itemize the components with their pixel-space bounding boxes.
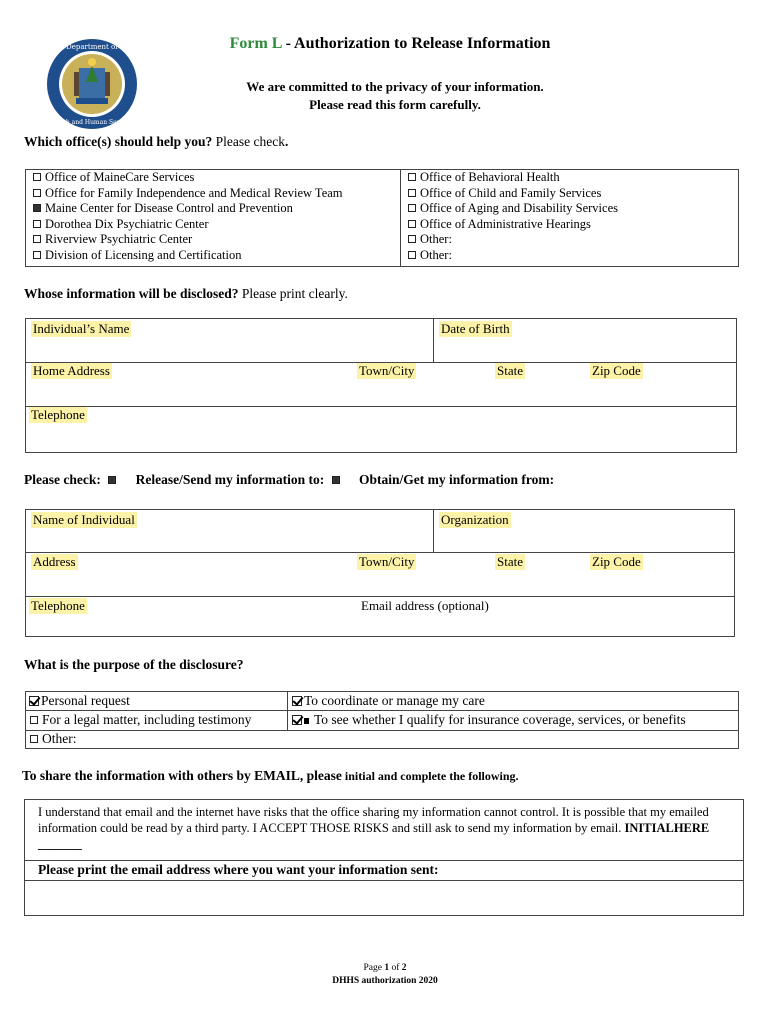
email-address-input[interactable] xyxy=(26,882,742,914)
legal-matter-checkbox[interactable] xyxy=(30,716,38,724)
release-send-checkbox[interactable] xyxy=(108,476,116,484)
form-title-text: - Authorization to Release Information xyxy=(281,35,551,52)
recipient-zip-field[interactable]: Zip Code xyxy=(592,554,641,569)
office-option[interactable] xyxy=(33,217,343,233)
office-label: Other: xyxy=(420,232,452,247)
office-checkbox[interactable] xyxy=(408,251,416,259)
purpose-legal[interactable]: For a legal matter, including testimony xyxy=(30,711,251,729)
recipient-info-box xyxy=(25,509,735,637)
office-checkbox[interactable] xyxy=(408,220,416,228)
personal-request-checkbox[interactable] xyxy=(29,696,39,706)
email-risk-statement: I understand that email and the internet have risks that the office sharing my information cannot control. It is possible that my emailed information could be read by a third party. I ACCEPT THOSE RISKS and still ask to send my information by email. INITIALHERE _______ xyxy=(38,805,710,851)
office-option[interactable] xyxy=(33,248,343,264)
organization-field[interactable]: Organization xyxy=(441,512,509,527)
zip-code-field[interactable]: Zip Code xyxy=(592,363,641,378)
disclosed-question: Whose information will be disclosed? Please print clearly. xyxy=(24,286,348,301)
office-label: Other: xyxy=(420,247,452,262)
telephone-field[interactable]: Telephone xyxy=(31,407,85,422)
office-checkbox[interactable] xyxy=(33,173,41,181)
office-option[interactable] xyxy=(408,170,618,186)
recipient-town-field[interactable]: Town/City xyxy=(359,554,415,569)
town-city-field[interactable]: Town/City xyxy=(359,363,415,378)
office-label: Division of Licensing and Certification xyxy=(45,247,242,262)
office-label: Office of Behavioral Health xyxy=(420,170,560,184)
office-option[interactable] xyxy=(408,232,618,248)
recipient-email-field[interactable]: Email address (optional) xyxy=(361,598,489,613)
insurance-checkbox[interactable] xyxy=(292,715,302,725)
office-label: Dorothea Dix Psychiatric Center xyxy=(45,216,209,231)
office-option[interactable] xyxy=(408,217,618,233)
form-prefix: Form L xyxy=(229,35,282,52)
office-label: Office of Aging and Disability Services xyxy=(420,201,618,216)
home-address-field[interactable]: Home Address xyxy=(33,363,110,378)
purpose-coordinate[interactable]: To coordinate or manage my care xyxy=(292,692,485,710)
page-number: Page 1 of 2 xyxy=(363,963,407,973)
obtain-get-checkbox[interactable] xyxy=(332,476,340,484)
purpose-personal[interactable]: Personal request xyxy=(29,692,130,710)
office-option[interactable] xyxy=(33,232,343,248)
dhhs-seal-logo xyxy=(46,38,138,130)
read-carefully-line: Please read this form carefully. xyxy=(309,97,481,112)
individual-name-field[interactable]: Individual’s Name xyxy=(33,321,130,336)
offices-left-list xyxy=(33,170,343,264)
form-title xyxy=(140,35,640,53)
purpose-other[interactable]: Other: xyxy=(30,730,77,748)
individual-info-box xyxy=(25,318,737,453)
other-purpose-checkbox[interactable] xyxy=(30,735,38,743)
date-of-birth-field[interactable]: Date of Birth xyxy=(441,321,510,336)
office-label: Office of MaineCare Services xyxy=(45,170,195,184)
office-checkbox[interactable] xyxy=(408,189,416,197)
form-code: DHHS authorization 2020 xyxy=(332,976,438,986)
office-option[interactable] xyxy=(33,170,343,186)
offices-question: Which office(s) should help you? Please check. xyxy=(24,134,289,149)
office-label: Office for Family Independence and Medical Review Team xyxy=(45,185,343,200)
office-checkbox[interactable] xyxy=(33,220,41,228)
offices-right-list xyxy=(408,170,618,264)
privacy-line: We are committed to the privacy of your information. xyxy=(246,79,544,94)
office-checkbox[interactable] xyxy=(33,189,41,197)
office-checkbox[interactable] xyxy=(408,235,416,243)
recipient-state-field[interactable]: State xyxy=(497,554,523,569)
release-options: Please check: Release/Send my information to: Obtain/Get my information from: xyxy=(24,472,555,487)
recipient-telephone-field[interactable]: Telephone xyxy=(31,598,85,613)
office-label: Office of Administrative Hearings xyxy=(420,216,591,231)
email-address-label: Please print the email address where you want your information sent: xyxy=(38,862,439,877)
office-label: Maine Center for Disease Control and Prevention xyxy=(45,201,293,216)
office-checkbox[interactable] xyxy=(408,204,416,212)
svg-text:Health and Human Services: Health and Human Services xyxy=(49,119,135,126)
svg-text:Department of: Department of xyxy=(66,43,118,51)
office-checkbox[interactable] xyxy=(33,204,41,212)
office-option[interactable] xyxy=(33,186,343,202)
office-option[interactable] xyxy=(408,186,618,202)
office-checkbox[interactable] xyxy=(408,173,416,181)
state-field[interactable]: State xyxy=(497,363,523,378)
recipient-name-field[interactable]: Name of Individual xyxy=(33,512,135,527)
office-option[interactable] xyxy=(408,248,618,264)
office-label: Office of Child and Family Services xyxy=(420,185,602,200)
office-checkbox[interactable] xyxy=(33,251,41,259)
email-heading: To share the information with others by EMAIL, please initial and complete the following. xyxy=(22,768,519,783)
office-option[interactable] xyxy=(33,201,343,217)
recipient-address-field[interactable]: Address xyxy=(33,554,76,569)
office-option[interactable] xyxy=(408,201,618,217)
office-checkbox[interactable] xyxy=(33,235,41,243)
initial-here-field[interactable]: INITIALHERE _______ xyxy=(38,821,710,851)
purpose-question: What is the purpose of the disclosure? xyxy=(24,657,244,672)
office-label: Riverview Psychiatric Center xyxy=(45,232,193,247)
coordinate-care-checkbox[interactable] xyxy=(292,696,302,706)
purpose-insurance[interactable]: To see whether I qualify for insurance coverage, services, or benefits xyxy=(292,711,686,729)
